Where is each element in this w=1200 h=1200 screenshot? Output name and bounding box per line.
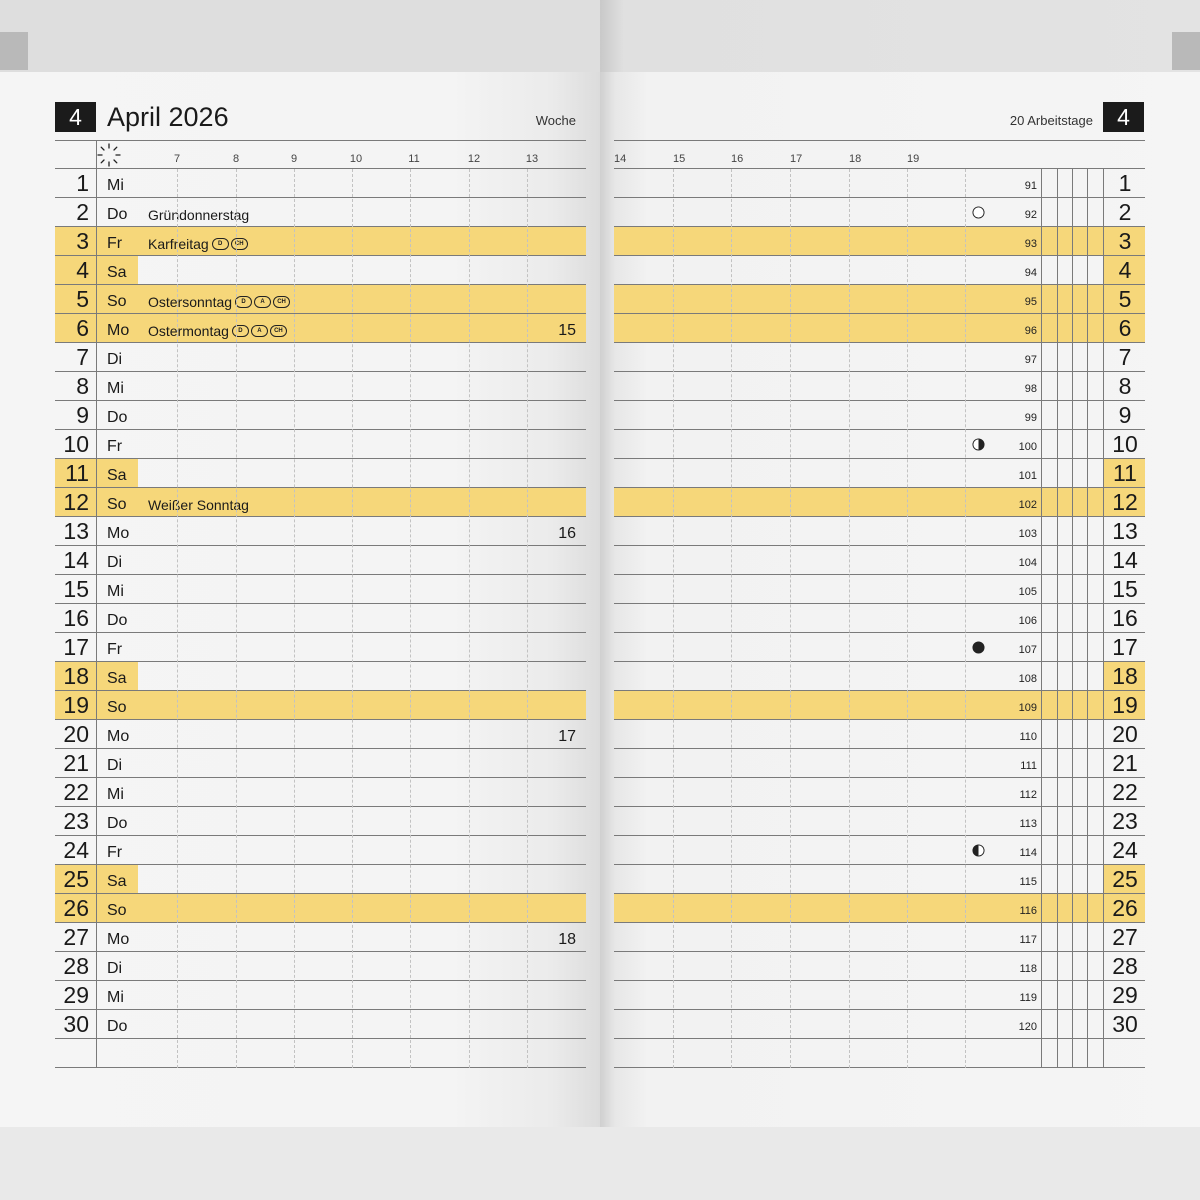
day-number-right: 24 (1112, 837, 1138, 863)
day-row-left (55, 720, 586, 749)
day-of-year: 104 (1018, 557, 1037, 569)
full-moon-icon (972, 206, 985, 219)
hour-gridline (410, 169, 411, 1068)
country-badge: A (254, 296, 271, 308)
day-of-year: 91 (1024, 180, 1037, 192)
day-row-right (614, 894, 1145, 923)
day-of-year: 106 (1018, 615, 1037, 627)
day-number: 16 (63, 605, 89, 631)
country-badges (212, 238, 248, 250)
day-row-left (55, 372, 586, 401)
hour-gridline (294, 169, 295, 1068)
month-number-box-right: 4 (1103, 102, 1144, 132)
grid-bottom-rule (614, 1067, 1145, 1068)
day-row-left (55, 1010, 586, 1039)
weekday-label: Mo (107, 525, 130, 542)
header-rule-right (614, 140, 1145, 141)
weekday-label: Di (107, 351, 123, 368)
week-label: Woche (535, 113, 576, 128)
country-badge: D (235, 296, 252, 308)
day-of-year: 119 (1019, 992, 1037, 1004)
month-title: April 2026 (107, 102, 229, 132)
weekday-label: Fr (107, 641, 123, 658)
hour-gridline (236, 169, 237, 1068)
hour-label: 13 (525, 153, 539, 165)
day-number: 23 (63, 808, 89, 834)
row-rule (55, 1038, 586, 1039)
day-number: 5 (76, 286, 89, 312)
day-row-left (55, 952, 586, 981)
day-of-year: 120 (1018, 1021, 1037, 1033)
day-number: 9 (76, 402, 89, 428)
grid-bottom-rule (55, 1067, 586, 1068)
day-row-left (55, 836, 586, 865)
hour-label: 19 (907, 153, 920, 165)
hour-label: 15 (673, 153, 686, 165)
day-number-right: 3 (1118, 228, 1132, 254)
country-badges (232, 325, 287, 337)
day-row-right (614, 314, 1145, 343)
day-number: 29 (63, 982, 89, 1008)
holiday-name (148, 206, 249, 224)
day-number: 4 (76, 257, 89, 283)
day-number: 21 (63, 750, 89, 776)
day-of-year: 100 (1018, 441, 1037, 453)
day-of-year: 92 (1024, 209, 1037, 221)
day-number: 8 (76, 373, 89, 399)
week-number: 16 (558, 525, 576, 542)
day-of-year: 99 (1024, 412, 1037, 424)
day-row-right (614, 459, 1145, 488)
day-row-left (55, 749, 586, 778)
weekday-label: Di (107, 554, 123, 571)
day-row-left (55, 865, 586, 894)
holiday-text: Karfreitag (148, 236, 209, 252)
day-number-right: 27 (1112, 924, 1138, 950)
day-row-right (614, 604, 1145, 633)
new-moon-icon (972, 641, 985, 654)
weekday-label: Mo (107, 931, 130, 948)
day-of-year: 108 (1018, 673, 1037, 685)
day-row-right (614, 778, 1145, 807)
country-badge: CH (270, 325, 287, 337)
day-row-left (55, 198, 586, 227)
day-row-right (614, 1010, 1145, 1039)
day-number: 3 (76, 228, 89, 254)
week-number: 17 (558, 728, 576, 745)
day-row-right (614, 488, 1145, 517)
day-row-right (614, 285, 1145, 314)
day-row-left (55, 488, 586, 517)
weekday-label: Do (107, 206, 128, 223)
weekday-label: So (107, 902, 127, 919)
day-row-right (614, 546, 1145, 575)
day-number-right: 1 (1118, 170, 1132, 196)
holiday-text: Ostermontag (148, 323, 229, 339)
hour-label: 8 (232, 153, 240, 165)
day-number-right: 19 (1112, 692, 1138, 718)
country-badge: A (251, 325, 268, 337)
column-rule (1072, 169, 1073, 1068)
day-number: 22 (63, 779, 89, 805)
day-number: 13 (63, 518, 89, 544)
day-number-right: 20 (1112, 721, 1138, 747)
hour-gridline (907, 169, 908, 1068)
hour-gridline (673, 169, 674, 1068)
day-number-right: 18 (1112, 663, 1138, 689)
day-number-right: 6 (1118, 315, 1132, 341)
day-number: 2 (76, 199, 89, 225)
day-of-year: 115 (1019, 876, 1037, 888)
day-row-left (55, 169, 586, 198)
day-of-year: 101 (1018, 470, 1037, 482)
first-quarter-moon-icon (972, 844, 985, 857)
day-number-right: 29 (1112, 982, 1138, 1008)
hour-gridline (352, 169, 353, 1068)
weekday-label: Mi (107, 380, 124, 397)
country-badge: CH (273, 296, 290, 308)
day-number-right: 7 (1118, 344, 1132, 370)
hour-label: 18 (849, 153, 862, 165)
day-number-right: 22 (1112, 779, 1138, 805)
workdays-label: 20 Arbeitstage (1009, 113, 1093, 128)
hour-label: 11 (408, 153, 420, 165)
weekday-label: Mo (107, 322, 130, 339)
day-of-year: 96 (1024, 325, 1037, 337)
weekday-label: So (107, 293, 127, 310)
country-badge: D (212, 238, 229, 250)
day-number: 27 (63, 924, 89, 950)
day-number-right: 25 (1112, 866, 1138, 892)
day-row-left (55, 343, 586, 372)
day-number: 6 (76, 315, 89, 341)
day-of-year: 95 (1024, 296, 1037, 308)
weekday-label: Mi (107, 989, 124, 1006)
day-row-right (614, 836, 1145, 865)
day-number-right: 21 (1112, 750, 1138, 776)
day-row-right (614, 401, 1145, 430)
weekday-label: Fr (107, 844, 123, 861)
day-number-right: 14 (1112, 547, 1138, 573)
country-badges (235, 296, 290, 308)
day-of-year: 105 (1018, 586, 1037, 598)
day-number: 25 (63, 866, 89, 892)
weekday-label: Do (107, 815, 128, 832)
day-row-left (55, 401, 586, 430)
column-rule (1087, 169, 1088, 1068)
day-of-year: 103 (1018, 528, 1037, 540)
day-number-right: 26 (1112, 895, 1138, 921)
day-number: 7 (76, 344, 89, 370)
row-rule (614, 1038, 1145, 1039)
day-row-left (55, 227, 586, 256)
weekday-label: Sa (107, 467, 127, 484)
day-of-year: 113 (1019, 818, 1037, 830)
day-row-right (614, 227, 1145, 256)
weekday-label: Di (107, 960, 123, 977)
day-number: 17 (63, 634, 89, 660)
previous-page-edge (0, 0, 600, 72)
header-rule-left (55, 140, 586, 141)
day-row-left (55, 517, 586, 546)
next-page-tab (1172, 32, 1200, 70)
day-number-right: 8 (1118, 373, 1132, 399)
hour-gridline (965, 169, 966, 1068)
column-rule (1041, 169, 1042, 1068)
day-row-right (614, 691, 1145, 720)
day-number: 18 (63, 663, 89, 689)
holiday-name (148, 322, 287, 340)
day-row-right (614, 343, 1145, 372)
day-of-year: 110 (1019, 731, 1037, 743)
day-row-left (55, 778, 586, 807)
day-row-right (614, 981, 1145, 1010)
day-number: 19 (63, 692, 89, 718)
day-number-right: 11 (1113, 460, 1137, 486)
day-of-year: 112 (1019, 789, 1037, 801)
day-row-left (55, 807, 586, 836)
holiday-text: Gründonnerstag (148, 207, 250, 223)
day-number: 1 (76, 170, 89, 196)
day-of-year: 111 (1020, 760, 1037, 772)
weekday-label: Sa (107, 670, 127, 687)
weekday-label: Fr (107, 235, 123, 252)
hour-gridline (849, 169, 850, 1068)
day-number: 11 (65, 460, 89, 486)
hour-gridline (527, 169, 528, 1068)
holiday-name (148, 496, 249, 514)
weekday-label: Mi (107, 786, 124, 803)
last-quarter-moon-icon (972, 438, 985, 451)
day-number-right: 17 (1112, 634, 1138, 660)
day-row-right (614, 807, 1145, 836)
day-row-right (614, 256, 1145, 285)
hour-gridline (469, 169, 470, 1068)
previous-page-tab (0, 32, 28, 70)
day-row-left (55, 285, 586, 314)
weekday-label: Do (107, 1018, 128, 1035)
day-of-year: 107 (1018, 644, 1037, 656)
day-row-right (614, 517, 1145, 546)
weekday-label: Sa (107, 264, 127, 281)
day-row-left (55, 459, 586, 488)
hour-label: 17 (790, 153, 803, 165)
hour-label: 10 (349, 153, 363, 165)
day-row-right (614, 720, 1145, 749)
weekday-label: Mi (107, 583, 124, 600)
day-of-year: 114 (1019, 847, 1037, 859)
week-number: 15 (558, 322, 576, 339)
column-rule (1103, 169, 1104, 1068)
day-number-right: 4 (1118, 257, 1132, 283)
day-number-right: 10 (1112, 431, 1138, 457)
day-number-right: 23 (1112, 808, 1138, 834)
month-number-box-left: 4 (55, 102, 96, 132)
day-number-right: 9 (1118, 402, 1132, 428)
holiday-name (148, 293, 290, 311)
day-row-left (55, 314, 586, 343)
day-of-year: 116 (1019, 905, 1037, 917)
day-number: 10 (63, 431, 89, 457)
day-row-left (55, 430, 586, 459)
day-number-right: 30 (1112, 1011, 1138, 1037)
hour-label: 14 (614, 153, 627, 165)
day-of-year: 118 (1019, 963, 1037, 975)
day-number-right: 28 (1112, 953, 1138, 979)
day-row-right (614, 865, 1145, 894)
day-row-right (614, 372, 1145, 401)
weekday-label: So (107, 699, 127, 716)
day-row-left (55, 923, 586, 952)
day-row-right (614, 575, 1145, 604)
sun-icon (96, 142, 122, 168)
day-row-right (614, 633, 1145, 662)
day-row-right (614, 952, 1145, 981)
weekday-label: Di (107, 757, 123, 774)
holiday-name (148, 235, 248, 253)
day-of-year: 93 (1024, 238, 1037, 250)
day-number-right: 16 (1112, 605, 1138, 631)
hour-label: 12 (467, 153, 481, 165)
weekday-label: Mo (107, 728, 130, 745)
day-row-right (614, 169, 1145, 198)
hour-label: 7 (173, 153, 181, 165)
day-of-year: 117 (1019, 934, 1037, 946)
day-number-right: 5 (1118, 286, 1132, 312)
week-number: 18 (558, 931, 576, 948)
hour-label: 9 (290, 153, 298, 165)
day-of-year: 102 (1018, 499, 1037, 511)
day-row-left (55, 256, 586, 285)
day-number: 26 (63, 895, 89, 921)
day-of-year: 97 (1024, 354, 1037, 366)
weekday-label: Sa (107, 873, 127, 890)
country-badge: D (232, 325, 249, 337)
column-rule (1057, 169, 1058, 1068)
day-of-year: 94 (1024, 267, 1037, 279)
day-number-right: 2 (1118, 199, 1132, 225)
weekday-label: So (107, 496, 127, 513)
holiday-text: Ostersonntag (148, 294, 233, 310)
day-row-left (55, 633, 586, 662)
country-badge: CH (231, 238, 248, 250)
day-row-right (614, 749, 1145, 778)
holiday-text: Weißer Sonntag (148, 497, 249, 513)
day-row-right (614, 662, 1145, 691)
day-of-year: 98 (1024, 383, 1037, 395)
weekday-label: Do (107, 612, 128, 629)
next-page-edge (600, 0, 1200, 72)
day-row-left (55, 894, 586, 923)
day-row-right (614, 923, 1145, 952)
day-row-left (55, 546, 586, 575)
day-row-left (55, 981, 586, 1010)
day-row-left (55, 604, 586, 633)
day-row-right (614, 430, 1145, 459)
day-row-left (55, 691, 586, 720)
day-number: 28 (63, 953, 89, 979)
day-number: 30 (63, 1011, 89, 1037)
day-number: 14 (63, 547, 89, 573)
day-row-left (55, 662, 586, 691)
day-of-year: 109 (1018, 702, 1037, 714)
weekday-label: Do (107, 409, 128, 426)
weekday-label: Mi (107, 177, 124, 194)
day-number: 12 (63, 489, 89, 515)
day-number-right: 13 (1112, 518, 1138, 544)
day-row-right (614, 198, 1145, 227)
hour-label: 16 (731, 153, 744, 165)
day-number-right: 15 (1112, 576, 1138, 602)
day-number: 15 (63, 576, 89, 602)
day-number-right: 12 (1112, 489, 1138, 515)
day-row-left (55, 575, 586, 604)
hour-gridline (731, 169, 732, 1068)
column-rule (96, 141, 97, 1068)
day-number: 24 (63, 837, 89, 863)
hour-gridline (177, 169, 178, 1068)
day-number: 20 (63, 721, 89, 747)
hour-gridline (790, 169, 791, 1068)
weekday-label: Fr (107, 438, 123, 455)
